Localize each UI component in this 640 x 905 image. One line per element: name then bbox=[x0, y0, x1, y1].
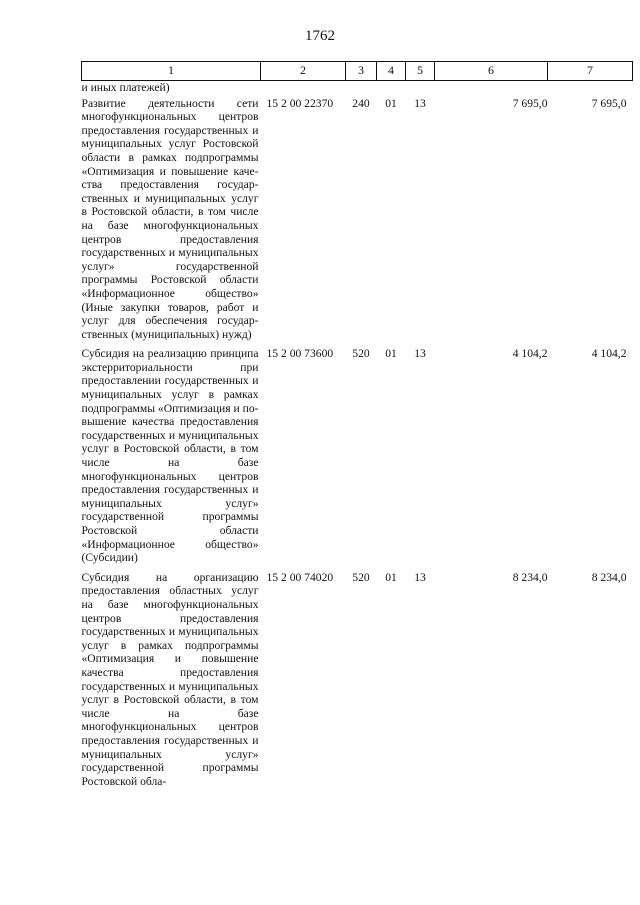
continuation-row bbox=[82, 81, 633, 97]
row-description: Субсидия на организацию предоставления областных услуг на базе многофункциональных центров предоставления государственных и муниципальных услуг в рамках подпрограммы «Оптимизация и повышение качества предоставления государственных и муниципальных услуг в Ростовской области, в том числе на базе многофункциональных центров предоставления государственных и муниципальных услуг» государственной программы Ростовской обла- bbox=[81, 570, 259, 788]
table-row bbox=[82, 347, 633, 571]
row-amount-2: 4 104,2 bbox=[591, 347, 627, 361]
header-col-1: 1 bbox=[82, 62, 261, 81]
row-expense-type: 520 bbox=[352, 347, 370, 361]
header-col-4: 4 bbox=[377, 62, 406, 81]
header-col-2: 2 bbox=[261, 62, 346, 81]
row-amount-2: 8 234,0 bbox=[591, 570, 627, 584]
table-row bbox=[82, 571, 633, 795]
row-target-code: 15 2 00 22370 bbox=[266, 96, 334, 110]
row-amount-2: 7 695,0 bbox=[591, 96, 627, 110]
header-col-7: 7 bbox=[548, 62, 633, 81]
page-number: 1762 bbox=[305, 28, 335, 44]
continuation-text: и иных платежей) bbox=[81, 81, 170, 94]
row-amount-1: 8 234,0 bbox=[512, 570, 548, 584]
table-header bbox=[82, 62, 633, 81]
row-amount-1: 7 695,0 bbox=[512, 96, 548, 110]
row-subsection: 13 bbox=[414, 347, 426, 361]
row-target-code: 15 2 00 73600 bbox=[266, 347, 334, 361]
table-row bbox=[82, 97, 633, 348]
row-subsection: 13 bbox=[414, 570, 426, 584]
row-section: 01 bbox=[385, 570, 397, 584]
row-section: 01 bbox=[385, 96, 397, 110]
budget-table bbox=[81, 61, 633, 794]
row-subsection: 13 bbox=[414, 96, 426, 110]
header-col-6: 6 bbox=[435, 62, 548, 81]
row-target-code: 15 2 00 74020 bbox=[266, 570, 334, 584]
row-amount-1: 4 104,2 bbox=[512, 347, 548, 361]
row-description: Развитие деятельности сети многофункциональных центров предоставления государственных и муниципальных услуг Ростовской области в рамках подпрограммы «Оптимизация и повышение качества предоставления государственных и муниципальных услуг в Ростовской области, в том числе на базе многофункциональных центров предоставления государственных и муниципальных услуг» государственной программы Ростовской области «Информационное общество» (Иные закупки товаров, работ и услуг для обеспечения государственных (муниципальных) нужд) bbox=[81, 96, 259, 341]
header-col-3: 3 bbox=[346, 62, 377, 81]
header-col-5: 5 bbox=[406, 62, 435, 81]
row-expense-type: 520 bbox=[352, 570, 370, 584]
row-description: Субсидия на реализацию принципа экстерриториальности при предоставлении государственных и муниципальных услуг в рамках подпрограммы «Оптимизация и повышение качества предоставления государственных и муниципальных услуг в Ростовской области, в том числе на базе многофункциональных центров предоставления государственных и муниципальных услуг» государственной программы Ростовской области «Информационное общество» (Субсидии) bbox=[81, 347, 259, 565]
row-section: 01 bbox=[385, 347, 397, 361]
row-expense-type: 240 bbox=[352, 96, 370, 110]
